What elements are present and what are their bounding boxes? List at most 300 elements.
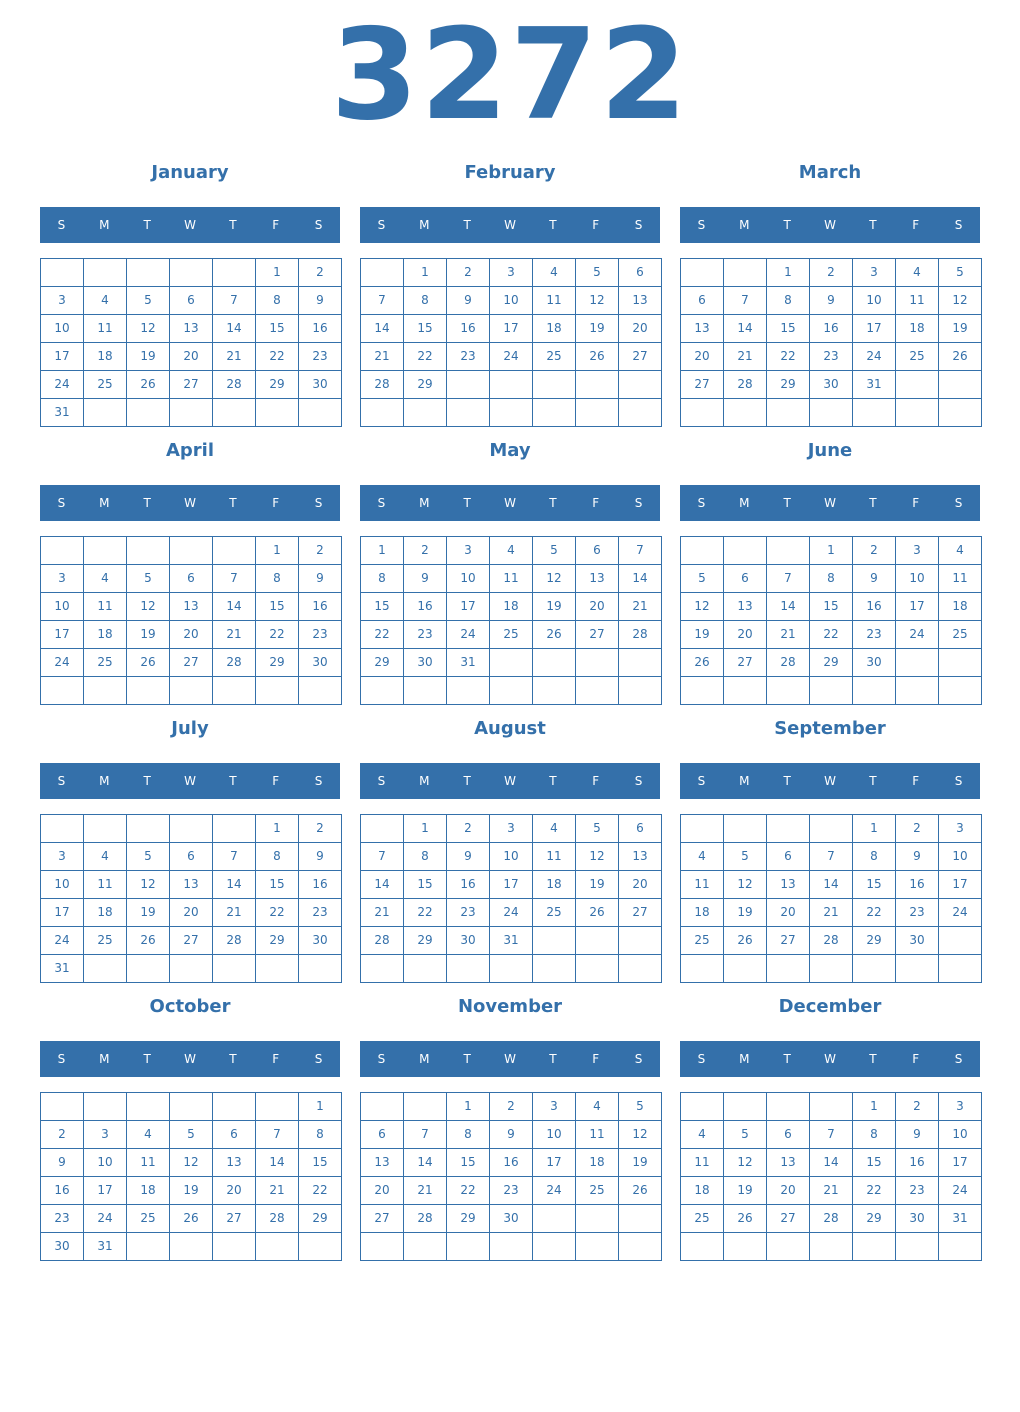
- empty-cell: [938, 1232, 982, 1261]
- weekday-label: W: [504, 1052, 516, 1066]
- day-cell: 11: [489, 564, 533, 593]
- empty-cell: [126, 536, 170, 565]
- day-cell: 4: [532, 258, 576, 287]
- day-cell: 16: [809, 314, 853, 343]
- weekday-label: T: [869, 774, 877, 788]
- weekday-label: S: [314, 1052, 323, 1066]
- empty-cell: [532, 676, 576, 705]
- day-cell: 3: [895, 536, 939, 565]
- empty-cell: [766, 954, 810, 983]
- empty-cell: [938, 398, 982, 427]
- day-cell: 6: [618, 258, 662, 287]
- day-cell: 13: [169, 314, 213, 343]
- day-cell: 28: [618, 620, 662, 649]
- day-cell: 22: [852, 1176, 896, 1205]
- weekday-header: [40, 485, 340, 521]
- day-cell: 14: [766, 592, 810, 621]
- empty-cell: [298, 954, 342, 983]
- day-cell: 28: [809, 926, 853, 955]
- day-cell: 6: [575, 536, 619, 565]
- empty-cell: [40, 1092, 84, 1121]
- day-cell: 10: [938, 842, 982, 871]
- weekday-label: S: [57, 774, 66, 788]
- empty-cell: [575, 370, 619, 399]
- day-cell: 7: [618, 536, 662, 565]
- day-cell: 9: [298, 842, 342, 871]
- weekday-header: [40, 1041, 340, 1077]
- weekday-label: S: [57, 1052, 66, 1066]
- day-cell: 17: [895, 592, 939, 621]
- day-cell: 24: [938, 1176, 982, 1205]
- day-cell: 14: [809, 1148, 853, 1177]
- empty-cell: [83, 258, 127, 287]
- day-cell: 6: [680, 286, 724, 315]
- day-cell: 17: [40, 898, 84, 927]
- month-name: February: [464, 162, 556, 183]
- day-cell: 29: [403, 370, 447, 399]
- weekday-label: S: [954, 218, 963, 232]
- day-cell: 14: [360, 314, 404, 343]
- day-cell: 8: [809, 564, 853, 593]
- weekday-label: S: [314, 774, 323, 788]
- day-cell: 7: [360, 842, 404, 871]
- day-grid: [40, 258, 341, 426]
- day-cell: 14: [212, 592, 256, 621]
- day-cell: 28: [723, 370, 767, 399]
- day-cell: 27: [618, 898, 662, 927]
- weekday-label: T: [549, 218, 557, 232]
- weekday-label: S: [634, 1052, 643, 1066]
- day-cell: 4: [489, 536, 533, 565]
- day-cell: 5: [575, 258, 619, 287]
- day-cell: 24: [852, 342, 896, 371]
- day-cell: 24: [40, 648, 84, 677]
- empty-cell: [723, 954, 767, 983]
- empty-cell: [766, 814, 810, 843]
- weekday-label: S: [697, 496, 706, 510]
- day-grid: [360, 814, 661, 982]
- weekday-header: [680, 485, 980, 521]
- day-cell: 3: [489, 814, 533, 843]
- day-cell: 8: [766, 286, 810, 315]
- day-cell: 27: [680, 370, 724, 399]
- day-cell: 5: [126, 286, 170, 315]
- day-cell: 12: [126, 592, 170, 621]
- empty-cell: [575, 1232, 619, 1261]
- day-cell: 13: [766, 870, 810, 899]
- day-cell: 26: [938, 342, 982, 371]
- day-cell: 2: [809, 258, 853, 287]
- day-cell: 24: [446, 620, 490, 649]
- day-cell: 13: [680, 314, 724, 343]
- day-cell: 15: [766, 314, 810, 343]
- day-cell: 26: [575, 898, 619, 927]
- day-cell: 20: [680, 342, 724, 371]
- day-grid: [40, 814, 341, 982]
- day-cell: 19: [723, 898, 767, 927]
- weekday-label: T: [143, 774, 151, 788]
- day-cell: 21: [403, 1176, 447, 1205]
- day-cell: 22: [255, 342, 299, 371]
- day-cell: 8: [403, 286, 447, 315]
- day-cell: 4: [575, 1092, 619, 1121]
- day-cell: 3: [938, 814, 982, 843]
- weekday-header: [360, 207, 660, 243]
- day-cell: 9: [895, 1120, 939, 1149]
- day-cell: 14: [723, 314, 767, 343]
- day-cell: 31: [938, 1204, 982, 1233]
- empty-cell: [126, 1092, 170, 1121]
- day-cell: 26: [126, 926, 170, 955]
- day-cell: 18: [680, 1176, 724, 1205]
- weekday-label: W: [824, 496, 836, 510]
- empty-cell: [852, 1232, 896, 1261]
- day-cell: 7: [255, 1120, 299, 1149]
- weekday-label: F: [592, 1052, 600, 1066]
- day-cell: 17: [938, 870, 982, 899]
- empty-cell: [169, 398, 213, 427]
- empty-cell: [723, 258, 767, 287]
- day-cell: 30: [489, 1204, 533, 1233]
- day-cell: 29: [403, 926, 447, 955]
- day-cell: 17: [446, 592, 490, 621]
- day-cell: 14: [360, 870, 404, 899]
- month-name: June: [807, 440, 853, 461]
- day-cell: 18: [532, 314, 576, 343]
- day-cell: 16: [852, 592, 896, 621]
- empty-cell: [489, 676, 533, 705]
- day-cell: 30: [809, 370, 853, 399]
- month-name: September: [774, 718, 886, 739]
- day-cell: 23: [895, 1176, 939, 1205]
- empty-cell: [212, 814, 256, 843]
- empty-cell: [618, 398, 662, 427]
- day-cell: 10: [40, 314, 84, 343]
- empty-cell: [723, 1232, 767, 1261]
- day-cell: 27: [212, 1204, 256, 1233]
- month-name: March: [798, 162, 862, 183]
- month-name: May: [489, 440, 531, 461]
- weekday-label: F: [272, 1052, 280, 1066]
- day-cell: 1: [255, 814, 299, 843]
- empty-cell: [766, 398, 810, 427]
- empty-cell: [212, 676, 256, 705]
- empty-cell: [212, 536, 256, 565]
- day-cell: 25: [126, 1204, 170, 1233]
- day-cell: 27: [360, 1204, 404, 1233]
- weekday-header: [360, 1041, 660, 1077]
- empty-cell: [618, 926, 662, 955]
- empty-cell: [618, 1232, 662, 1261]
- weekday-label: T: [229, 1052, 237, 1066]
- day-cell: 7: [723, 286, 767, 315]
- weekday-label: M: [99, 1052, 110, 1066]
- day-cell: 22: [809, 620, 853, 649]
- day-cell: 3: [532, 1092, 576, 1121]
- weekday-header: [360, 485, 660, 521]
- day-cell: 17: [83, 1176, 127, 1205]
- day-cell: 3: [83, 1120, 127, 1149]
- day-cell: 23: [809, 342, 853, 371]
- day-cell: 13: [575, 564, 619, 593]
- day-cell: 7: [809, 842, 853, 871]
- day-cell: 22: [255, 620, 299, 649]
- empty-cell: [126, 676, 170, 705]
- day-cell: 29: [255, 926, 299, 955]
- empty-cell: [169, 258, 213, 287]
- day-cell: 4: [83, 286, 127, 315]
- day-cell: 7: [212, 842, 256, 871]
- day-cell: 8: [852, 842, 896, 871]
- day-cell: 3: [852, 258, 896, 287]
- day-cell: 17: [40, 620, 84, 649]
- day-cell: 11: [575, 1120, 619, 1149]
- day-cell: 24: [40, 370, 84, 399]
- day-grid: [40, 536, 341, 704]
- day-cell: 11: [680, 870, 724, 899]
- day-cell: 20: [169, 898, 213, 927]
- empty-cell: [403, 1232, 447, 1261]
- day-cell: 26: [126, 370, 170, 399]
- empty-cell: [618, 648, 662, 677]
- day-cell: 14: [809, 870, 853, 899]
- day-cell: 28: [766, 648, 810, 677]
- day-cell: 4: [83, 564, 127, 593]
- weekday-label: T: [549, 1052, 557, 1066]
- day-cell: 11: [126, 1148, 170, 1177]
- day-cell: 25: [83, 926, 127, 955]
- day-cell: 27: [169, 648, 213, 677]
- day-cell: 5: [723, 1120, 767, 1149]
- empty-cell: [575, 954, 619, 983]
- day-cell: 10: [40, 870, 84, 899]
- empty-cell: [40, 676, 84, 705]
- day-grid: [680, 814, 981, 982]
- weekday-label: T: [783, 1052, 791, 1066]
- empty-cell: [895, 1232, 939, 1261]
- day-cell: 18: [83, 342, 127, 371]
- day-cell: 30: [298, 370, 342, 399]
- day-cell: 12: [169, 1148, 213, 1177]
- weekday-label: S: [634, 496, 643, 510]
- day-cell: 27: [766, 1204, 810, 1233]
- weekday-label: S: [314, 496, 323, 510]
- empty-cell: [403, 398, 447, 427]
- day-cell: 25: [83, 370, 127, 399]
- day-cell: 29: [360, 648, 404, 677]
- weekday-label: T: [463, 496, 471, 510]
- day-cell: 14: [212, 314, 256, 343]
- weekday-label: T: [229, 496, 237, 510]
- empty-cell: [766, 676, 810, 705]
- day-cell: 16: [40, 1176, 84, 1205]
- weekday-label: T: [463, 218, 471, 232]
- day-cell: 5: [723, 842, 767, 871]
- empty-cell: [723, 814, 767, 843]
- day-cell: 12: [938, 286, 982, 315]
- day-cell: 26: [723, 926, 767, 955]
- day-cell: 9: [40, 1148, 84, 1177]
- day-cell: 31: [40, 954, 84, 983]
- weekday-label: S: [954, 774, 963, 788]
- empty-cell: [852, 954, 896, 983]
- empty-cell: [83, 1092, 127, 1121]
- day-cell: 30: [403, 648, 447, 677]
- day-cell: 30: [446, 926, 490, 955]
- day-cell: 15: [852, 1148, 896, 1177]
- empty-cell: [532, 370, 576, 399]
- day-cell: 21: [212, 342, 256, 371]
- empty-cell: [809, 676, 853, 705]
- day-cell: 12: [618, 1120, 662, 1149]
- empty-cell: [212, 1092, 256, 1121]
- empty-cell: [83, 814, 127, 843]
- empty-cell: [809, 1092, 853, 1121]
- day-cell: 23: [446, 898, 490, 927]
- weekday-label: S: [697, 1052, 706, 1066]
- empty-cell: [575, 926, 619, 955]
- empty-cell: [680, 398, 724, 427]
- empty-cell: [809, 814, 853, 843]
- day-cell: 12: [126, 314, 170, 343]
- day-cell: 31: [83, 1232, 127, 1261]
- day-cell: 18: [83, 898, 127, 927]
- day-cell: 12: [575, 842, 619, 871]
- empty-cell: [446, 1232, 490, 1261]
- empty-cell: [575, 398, 619, 427]
- day-cell: 21: [723, 342, 767, 371]
- day-cell: 10: [40, 592, 84, 621]
- day-cell: 21: [212, 898, 256, 927]
- empty-cell: [360, 258, 404, 287]
- day-cell: 25: [532, 342, 576, 371]
- empty-cell: [212, 954, 256, 983]
- day-cell: 31: [852, 370, 896, 399]
- day-cell: 16: [298, 870, 342, 899]
- weekday-label: M: [99, 218, 110, 232]
- empty-cell: [446, 954, 490, 983]
- empty-cell: [446, 370, 490, 399]
- empty-cell: [126, 398, 170, 427]
- day-cell: 21: [809, 898, 853, 927]
- empty-cell: [126, 814, 170, 843]
- weekday-label: S: [634, 774, 643, 788]
- day-cell: 8: [255, 564, 299, 593]
- day-cell: 5: [618, 1092, 662, 1121]
- empty-cell: [618, 954, 662, 983]
- empty-cell: [895, 398, 939, 427]
- empty-cell: [169, 954, 213, 983]
- day-cell: 7: [766, 564, 810, 593]
- day-cell: 26: [680, 648, 724, 677]
- day-grid: [680, 258, 981, 426]
- day-cell: 6: [360, 1120, 404, 1149]
- empty-cell: [298, 676, 342, 705]
- day-cell: 28: [255, 1204, 299, 1233]
- weekday-label: W: [824, 774, 836, 788]
- empty-cell: [895, 954, 939, 983]
- day-cell: 27: [766, 926, 810, 955]
- day-grid: [40, 1092, 341, 1260]
- empty-cell: [169, 814, 213, 843]
- day-cell: 29: [255, 370, 299, 399]
- weekday-label: S: [634, 218, 643, 232]
- day-cell: 16: [895, 1148, 939, 1177]
- day-cell: 2: [489, 1092, 533, 1121]
- empty-cell: [126, 954, 170, 983]
- weekday-label: S: [697, 774, 706, 788]
- empty-cell: [83, 536, 127, 565]
- empty-cell: [255, 1092, 299, 1121]
- day-cell: 17: [489, 314, 533, 343]
- day-cell: 19: [723, 1176, 767, 1205]
- empty-cell: [938, 648, 982, 677]
- weekday-label: F: [592, 774, 600, 788]
- day-cell: 13: [618, 842, 662, 871]
- day-cell: 1: [403, 814, 447, 843]
- empty-cell: [575, 1204, 619, 1233]
- empty-cell: [298, 398, 342, 427]
- day-cell: 17: [489, 870, 533, 899]
- day-cell: 13: [169, 592, 213, 621]
- day-cell: 9: [298, 564, 342, 593]
- weekday-label: W: [824, 218, 836, 232]
- weekday-label: S: [954, 1052, 963, 1066]
- empty-cell: [446, 676, 490, 705]
- day-cell: 11: [83, 592, 127, 621]
- month-name: April: [165, 440, 215, 461]
- empty-cell: [169, 1232, 213, 1261]
- day-cell: 13: [766, 1148, 810, 1177]
- day-cell: 12: [723, 1148, 767, 1177]
- empty-cell: [680, 954, 724, 983]
- day-cell: 5: [938, 258, 982, 287]
- weekday-label: T: [143, 1052, 151, 1066]
- day-cell: 28: [360, 370, 404, 399]
- empty-cell: [40, 258, 84, 287]
- empty-cell: [403, 954, 447, 983]
- day-cell: 15: [255, 592, 299, 621]
- day-cell: 25: [938, 620, 982, 649]
- day-cell: 4: [938, 536, 982, 565]
- day-cell: 16: [446, 314, 490, 343]
- weekday-label: W: [184, 1052, 196, 1066]
- day-cell: 10: [852, 286, 896, 315]
- day-cell: 21: [360, 898, 404, 927]
- day-cell: 7: [212, 286, 256, 315]
- weekday-label: S: [314, 218, 323, 232]
- day-cell: 21: [255, 1176, 299, 1205]
- day-cell: 24: [938, 898, 982, 927]
- day-cell: 4: [83, 842, 127, 871]
- empty-cell: [895, 676, 939, 705]
- day-cell: 16: [446, 870, 490, 899]
- empty-cell: [360, 954, 404, 983]
- month-name: August: [474, 718, 546, 739]
- day-cell: 28: [360, 926, 404, 955]
- day-cell: 1: [766, 258, 810, 287]
- empty-cell: [809, 1232, 853, 1261]
- day-cell: 20: [575, 592, 619, 621]
- empty-cell: [852, 676, 896, 705]
- month-name: July: [171, 718, 209, 739]
- day-cell: 11: [938, 564, 982, 593]
- day-cell: 8: [852, 1120, 896, 1149]
- day-cell: 6: [169, 564, 213, 593]
- day-cell: 27: [575, 620, 619, 649]
- day-cell: 18: [895, 314, 939, 343]
- day-cell: 5: [126, 842, 170, 871]
